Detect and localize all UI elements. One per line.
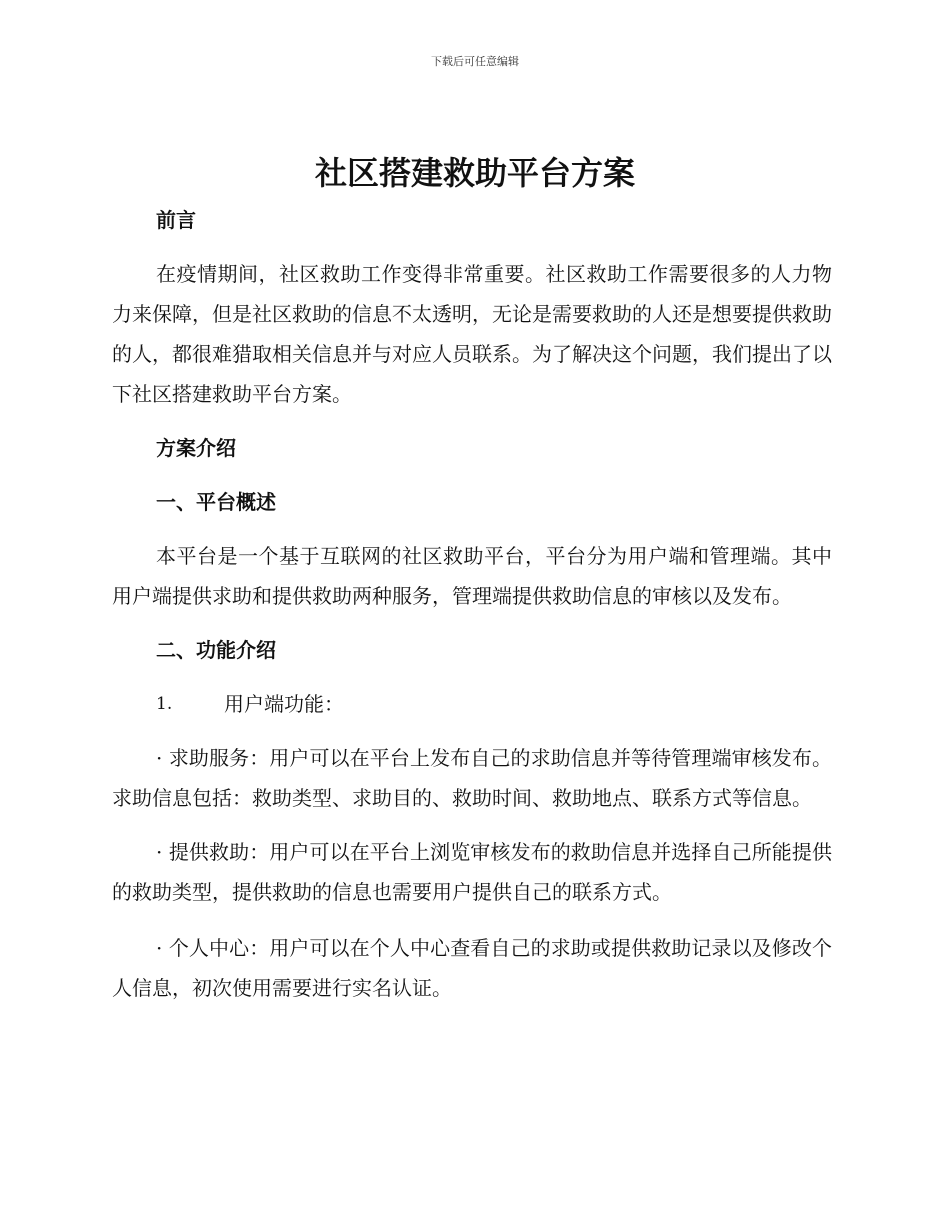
numbered-list-item	[112, 684, 832, 724]
bullet-item-personal-center: · 个人中心：用户可以在个人中心查看自己的求助或提供救助记录以及修改个人信息，初次使用需要进行实名认证。	[112, 936, 832, 1000]
section1-heading: 一、平台概述	[156, 490, 276, 514]
preface-paragraph: 在疫情期间，社区救助工作变得非常重要。社区救助工作需要很多的人力物力来保障，但是社区救助的信息不太透明，无论是需要救助的人还是想要提供救助的人，都很难猎取相关信息并与对应人员联系。为了解决这个问题，我们提出了以下社区搭建救助平台方案。	[112, 262, 832, 406]
list-number: 1.	[156, 694, 173, 714]
preface-heading: 前言	[156, 208, 196, 232]
section1-paragraph: 本平台是一个基于互联网的社区救助平台，平台分为用户端和管理端。其中用户端提供求助和提供救助两种服务，管理端提供救助信息的审核以及发布。	[112, 544, 832, 608]
intro-heading: 方案介绍	[156, 436, 236, 460]
bullet-item-help-request: · 求助服务：用户可以在平台上发布自己的求助信息并等待管理端审核发布。求助信息包括：救助类型、求助目的、救助时间、救助地点、联系方式等信息。	[112, 746, 832, 810]
document-body	[112, 200, 832, 1008]
document-title: 社区搭建救助平台方案	[314, 154, 635, 192]
page-header-note: 下载后可任意编辑	[431, 55, 519, 68]
list-label: 用户端功能：	[224, 692, 344, 716]
bullet-item-provide-help: · 提供救助：用户可以在平台上浏览审核发布的救助信息并选择自己所能提供的救助类型，提供救助的信息也需要用户提供自己的联系方式。	[112, 840, 832, 904]
section2-heading: 二、功能介绍	[156, 638, 276, 662]
